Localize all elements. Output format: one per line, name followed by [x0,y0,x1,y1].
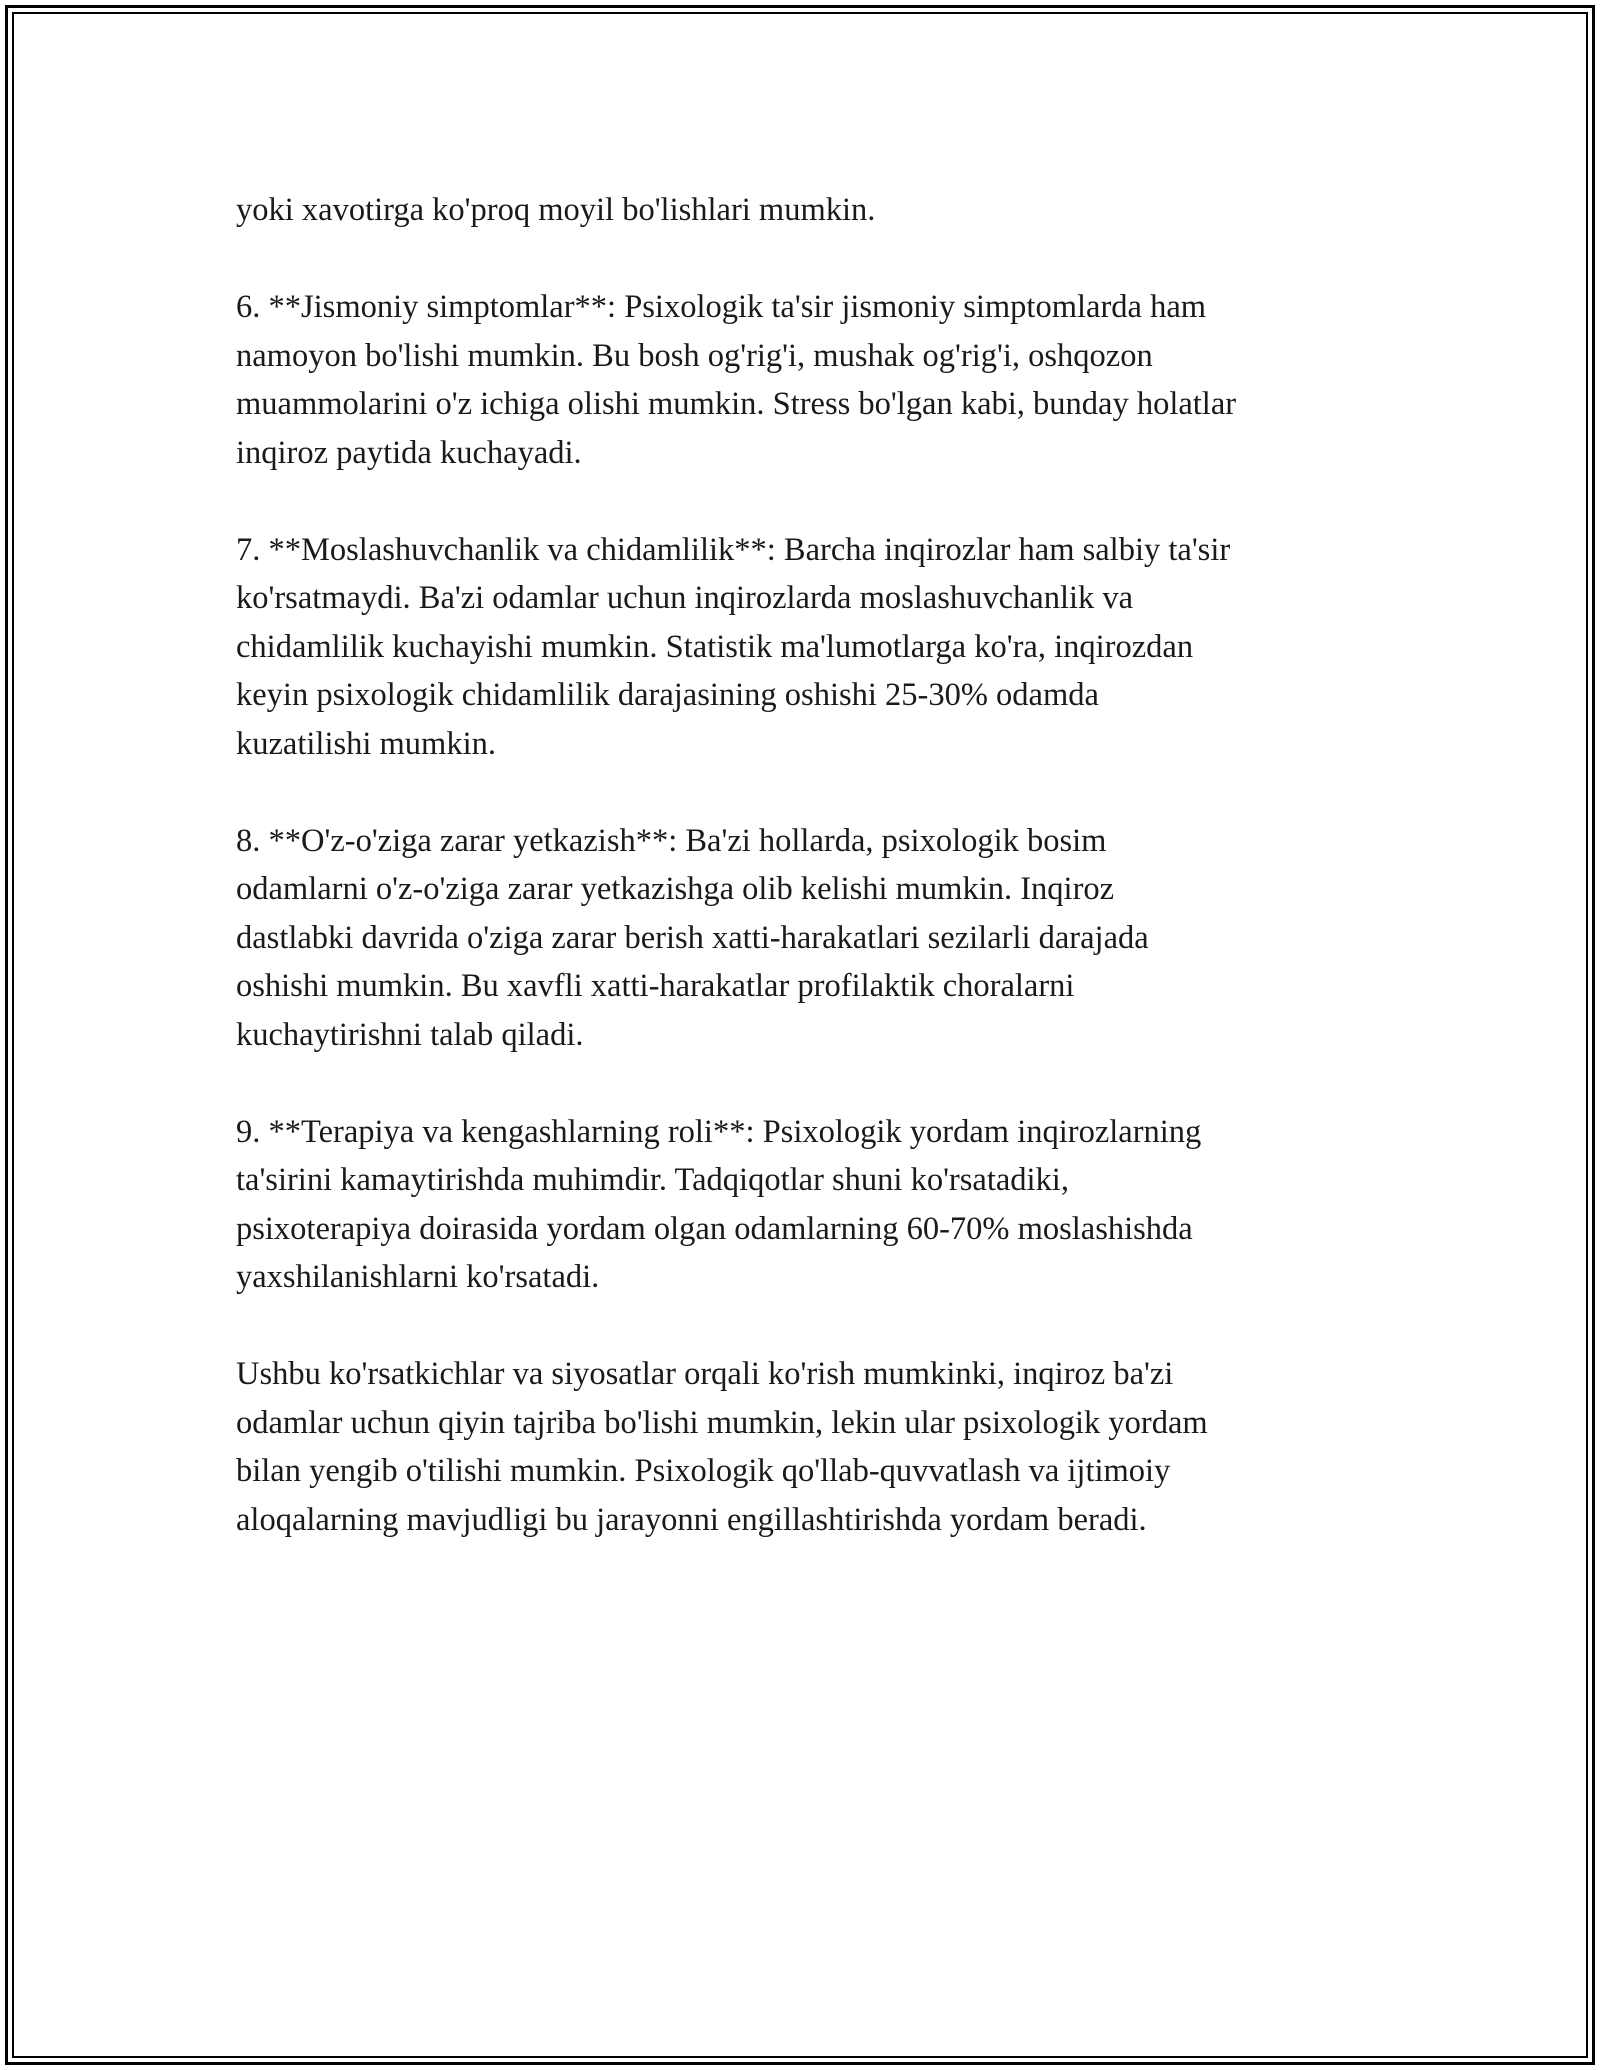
text-line: namoyon bo'lishi mumkin. Bu bosh og'rig'i, mushak og'rig'i, oshqozon [236,337,1153,374]
text-line: aloqalarning mavjudligi bu jarayonni engillashtirishda yordam beradi. [236,1501,1147,1538]
text-line: keyin psixologik chidamlilik darajasining oshishi 25-30% odamda [236,677,1099,713]
paragraph-item-8 [236,817,1386,1060]
text-line: yaxshilanishlarni ko'rsatadi. [236,1259,600,1295]
text-line: chidamlilik kuchayishi mumkin. Statistik ma'lumotlarga ko'ra, inqirozdan [236,628,1194,665]
paragraph-item-6 [236,283,1386,477]
text-line: odamlarni o'z-o'ziga zarar yetkazishga olib kelishi mumkin. Inqiroz [236,871,1115,907]
text-line: muammolarini o'z ichiga olishi mumkin. Stress bo'lgan kabi, bunday holatlar [236,386,1237,422]
text-line: 8. **O'z-o'ziga zarar yetkazish**: Ba'zi hollarda, psixologik bosim [236,822,1107,859]
text-line: inqiroz paytida kuchayadi. [236,434,582,471]
text-line: kuchaytirishni talab qiladi. [236,1016,584,1053]
text-line: bilan yengib o'tilishi mumkin. Psixologik qo'llab-quvvatlash va ijtimoiy [236,1453,1171,1489]
text-line: dastlabki davrida o'ziga zarar berish xatti-harakatlari sezilarli darajada [236,919,1149,956]
text-line: 7. **Moslashuvchanlik va chidamlilik**: Barcha inqirozlar ham salbiy ta'sir [236,531,1231,568]
text-line: odamlar uchun qiyin tajriba bo'lishi mumkin, lekin ular psixologik yordam [236,1404,1208,1441]
paragraph-item-7 [236,526,1386,769]
text-line: ko'rsatmaydi. Ba'zi odamlar uchun inqirozlarda moslashuvchanlik va [236,580,1134,616]
paragraph-conclusion [236,1350,1386,1544]
document-body [236,186,1386,1593]
text-line: ta'sirini kamaytirishda muhimdir. Tadqiqotlar shuni ko'rsatadiki, [236,1162,1069,1198]
paragraph-continuation [236,186,1386,235]
paragraph-item-9 [236,1108,1386,1302]
text-line: 9. **Terapiya va kengashlarning roli**: Psixologik yordam inqirozlarning [236,1113,1202,1150]
text-line: yoki xavotirga ko'proq moyil bo'lishlari mumkin. [236,192,876,228]
text-line: Ushbu ko'rsatkichlar va siyosatlar orqali ko'rish mumkinki, inqiroz ba'zi [236,1356,1174,1392]
text-line: psixoterapiya doirasida yordam olgan odamlarning 60-70% moslashishda [236,1210,1193,1247]
text-line: kuzatilishi mumkin. [236,725,496,762]
text-line: oshishi mumkin. Bu xavfli xatti-harakatlar profilaktik choralarni [236,968,1075,1004]
text-line: 6. **Jismoniy simptomlar**: Psixologik ta'sir jismoniy simptomlarda ham [236,289,1207,325]
